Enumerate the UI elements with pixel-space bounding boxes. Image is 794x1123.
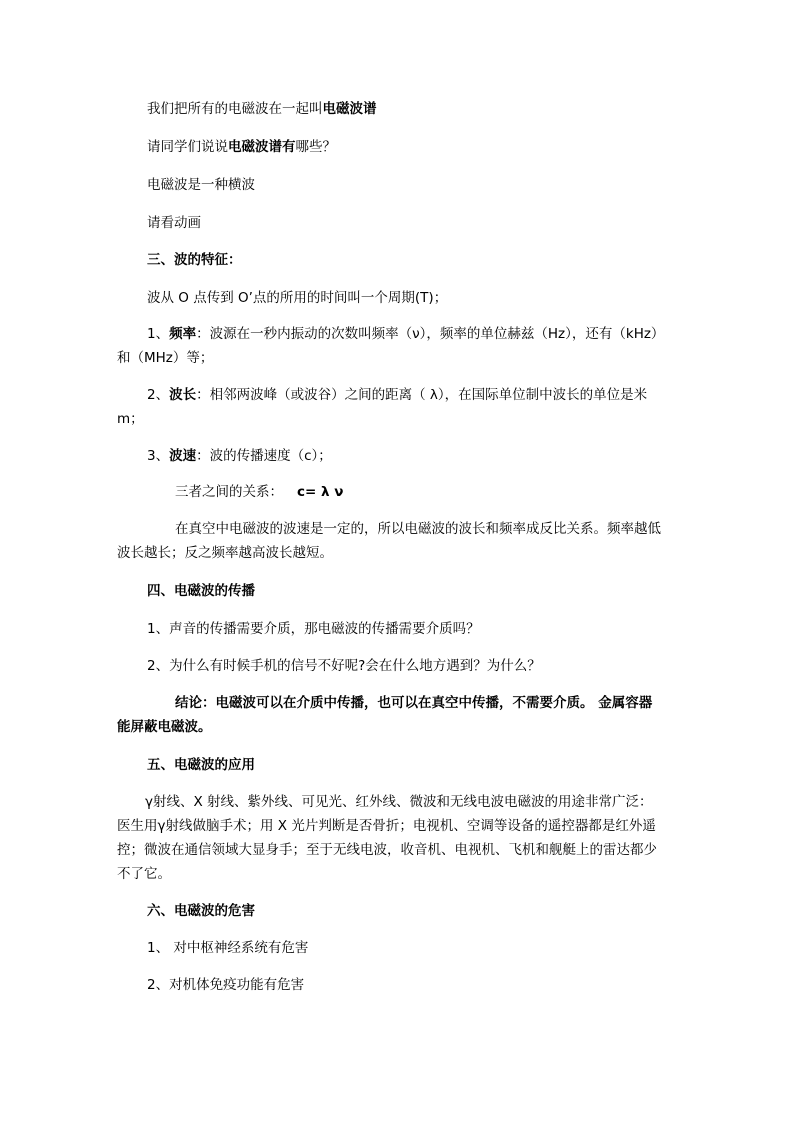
definition-text: ：波的传播速度（c）； <box>196 448 332 464</box>
term-bold: 波长 <box>169 387 197 403</box>
application-line-2: 医生用γ射线做脑手术；用 X 光片判断是否骨折；电视机、空调等设备的遥控器都是红外遥 <box>117 818 656 834</box>
hazard-item-1: 1、 对中枢神经系统有危害 <box>147 940 309 956</box>
relation-line <box>175 482 343 502</box>
frequency-line-cont: 和（MHz）等； <box>117 350 214 366</box>
wavelength-line-cont: m； <box>117 411 144 427</box>
intro-text: 哪些？ <box>295 139 336 155</box>
intro-text: 我们把所有的电磁波在一起叫 <box>147 101 323 117</box>
term-bold: 电磁波谱 <box>322 101 377 117</box>
vacuum-line: 在真空中电磁波的波速是一定的，所以电磁波的波长和频率成反比关系。频率越低 <box>175 521 661 537</box>
intro-line-4: 请看动画 <box>147 215 201 231</box>
speed-line <box>147 446 332 466</box>
section-heading-3: 三、波的特征： <box>147 252 242 268</box>
term-bold: 电磁波谱有 <box>228 139 296 155</box>
conclusion-line: 结论：电磁波可以在介质中传播，也可以在真空中传播，不需要介质。 金属容器 <box>175 695 653 711</box>
definition-text: ：相邻两波峰（或波谷）之间的距离（ λ），在国际单位制中波长的单位是米 <box>196 387 648 403</box>
wavelength-line <box>147 385 647 405</box>
section-heading-4: 四、电磁波的传播 <box>147 583 255 599</box>
list-number: 1、 <box>147 326 170 342</box>
application-line-3: 控；微波在通信领域大显身手；至于无线电波，收音机、电视机、飞机和舰艇上的雷达都少 <box>117 842 657 858</box>
intro-text: 请同学们说说 <box>147 139 228 155</box>
question-1: 1、声音的传播需要介质，那电磁波的传播需要介质吗？ <box>147 621 480 637</box>
intro-line-1 <box>147 99 377 119</box>
intro-line-2 <box>147 137 336 157</box>
term-bold: 波速 <box>169 448 197 464</box>
application-line-1: γ射线、X 射线、紫外线、可见光、红外线、微波和无线电波电磁波的用途非常广泛： <box>145 794 653 810</box>
intro-line-3: 电磁波是一种横波 <box>147 177 255 193</box>
relation-formula: c= λ ν <box>297 484 344 500</box>
frequency-line <box>147 324 664 344</box>
list-number: 2、 <box>147 387 170 403</box>
conclusion-line-cont: 能屏蔽电磁波。 <box>117 719 212 735</box>
list-number: 3、 <box>147 448 170 464</box>
section-heading-6: 六、电磁波的危害 <box>147 903 255 919</box>
section-heading-5: 五、电磁波的应用 <box>147 757 255 773</box>
application-line-4: 不了它。 <box>117 866 171 882</box>
question-2: 2、为什么有时候手机的信号不好呢?会在什么地方遇到？为什么？ <box>147 658 541 674</box>
term-bold: 频率 <box>169 326 197 342</box>
definition-text: ：波源在一秒内振动的次数叫频率（ν），频率的单位赫兹（Hz），还有（kHz） <box>196 326 665 342</box>
hazard-item-2: 2、对机体免疫功能有危害 <box>147 977 305 993</box>
relation-label: 三者之间的关系： <box>175 484 283 500</box>
period-line: 波从 O 点传到 O’点的所用的时间叫一个周期(T)； <box>147 290 448 306</box>
vacuum-line-cont: 波长越长；反之频率越高波长越短。 <box>117 545 333 561</box>
